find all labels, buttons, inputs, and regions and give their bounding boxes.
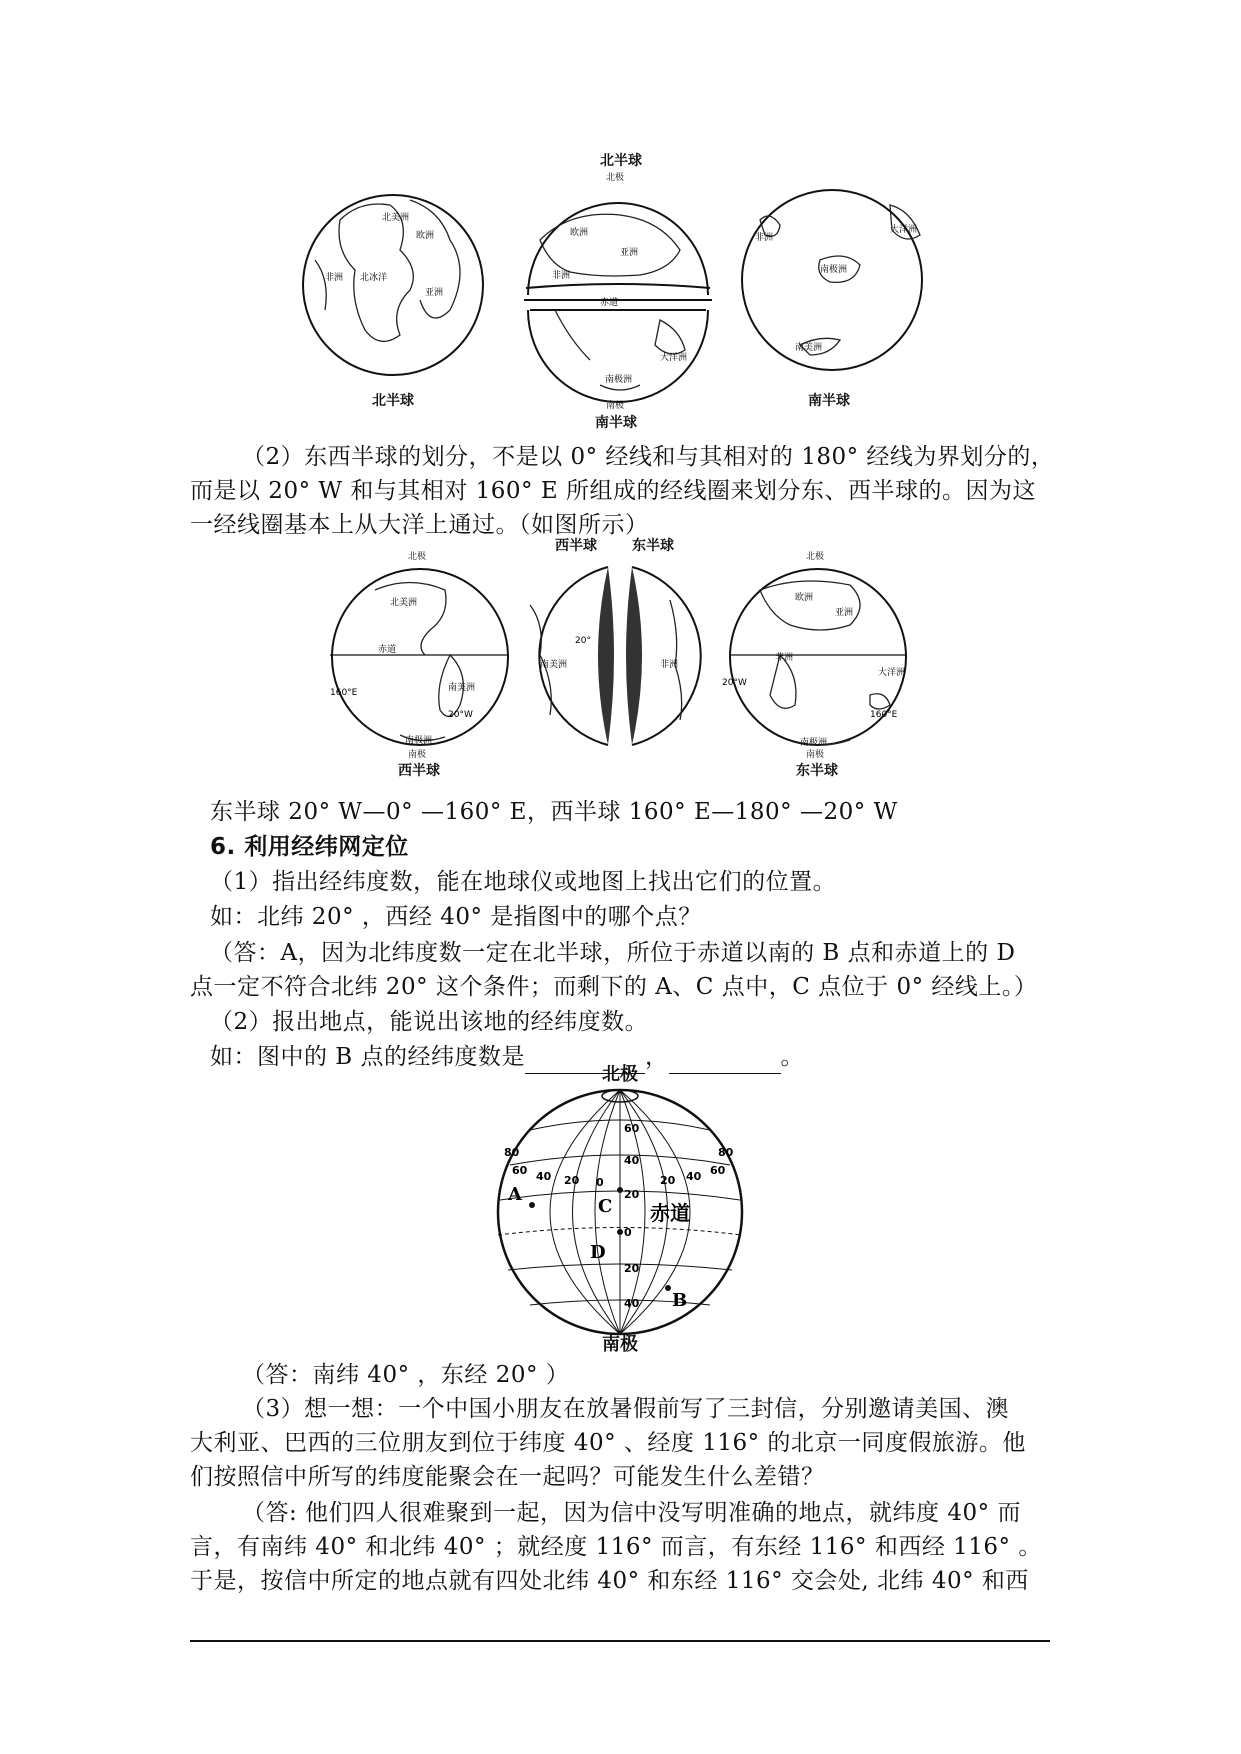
fig2-west-label: 西半球 <box>555 538 597 554</box>
fig2-left-20w: 20°W <box>448 710 473 720</box>
fig1-left-land-label-3: 非洲 <box>325 273 344 283</box>
fig2-left-land-label-0: 北美洲 <box>390 598 418 608</box>
fig2-south-pole-left: 南极 <box>408 750 427 760</box>
fig1-center-land-label-1: 亚洲 <box>620 248 639 258</box>
fig2-left-160e: 160°E <box>330 688 358 698</box>
point-d: D <box>590 1242 606 1263</box>
lon-label-left-40: 40 <box>536 1170 552 1183</box>
fig1-center-caption: 南半球 <box>595 415 637 431</box>
figure-hemispheres-east-west <box>330 538 920 785</box>
para-east-west-line-3: 一经线圈基本上从大洋上通过。（如图所示） <box>190 512 649 538</box>
question-2-answer: （答：南纬 40° ，东经 20° ） <box>242 1362 570 1388</box>
fig3-north-pole: 北极 <box>602 1064 638 1085</box>
lat-label-0: 0 <box>624 1226 632 1239</box>
lon-label-left-20: 20 <box>564 1174 580 1187</box>
question-3-answer-line-1: （答: 他们四人很难聚到一起，因为信中没写明准确的地点，就纬度 40° 而 <box>242 1500 1021 1526</box>
lat-label-20: 20 <box>624 1188 640 1201</box>
fig2-right-land-label-1: 亚洲 <box>835 608 854 618</box>
lon-label-right-80: 80 <box>718 1146 734 1159</box>
fig2-center-land-label-0: 南美洲 <box>540 660 568 670</box>
fig1-right-land-label-3: 南美洲 <box>795 343 823 353</box>
fig2-east-label: 东半球 <box>632 538 674 554</box>
fig2-left-land-label-1: 南美洲 <box>448 683 476 693</box>
hemisphere-range: 东半球 20° W—0° —160° E，西半球 160° E—180° —20° W <box>210 799 898 825</box>
fig2-east-caption: 东半球 <box>796 763 838 779</box>
fig2-south-pole-right: 南极 <box>806 750 825 760</box>
point-c: C <box>598 1196 613 1217</box>
point-a: A <box>508 1184 522 1205</box>
lat-label-60: 60 <box>624 1122 640 1135</box>
question-3-line-3: 们按照信中所写的纬度能聚会在一起吗？可能发生什么差错？ <box>190 1464 825 1490</box>
question-2-example-prefix: 如：图中的 B 点的经纬度数是 <box>210 1044 526 1070</box>
fig1-left-land-label-0: 北美洲 <box>382 213 410 223</box>
fig2-right-160e: 160°E <box>870 710 898 720</box>
lon-label-center-0: 0 <box>596 1176 604 1189</box>
fig1-right-caption: 南半球 <box>808 393 850 409</box>
lat-label-40: 40 <box>624 1154 640 1167</box>
question-1-answer-line-2: 点一定不符合北纬 20° 这个条件；而剩下的 A、C 点中，C 点位于 0° 经线上。） <box>190 974 1038 1000</box>
fig1-right-land-label-1: 南极洲 <box>820 265 848 275</box>
fig2-right-land-label-2: 非洲 <box>775 653 794 663</box>
question-2-comma: ， <box>645 1044 669 1070</box>
fig1-center-land-label-4: 大洋洲 <box>660 353 688 363</box>
lon-label-right-40: 40 <box>686 1170 702 1183</box>
fig2-west-caption: 西半球 <box>398 763 440 779</box>
question-3-answer-line-3: 于是，按信中所定的地点就有四处北纬 40° 和东经 116° 交会处, 北纬 40° 和西 <box>190 1568 1029 1594</box>
fig1-top-label: 北半球 <box>600 153 642 169</box>
question-2: （2）报出地点，能说出该地的经纬度数。 <box>210 1009 649 1035</box>
fig2-left-equator: 赤道 <box>378 645 397 655</box>
lon-label-right-60: 60 <box>710 1164 726 1177</box>
fig2-right-land-label-0: 欧洲 <box>795 593 814 603</box>
fig1-right-land-label-0: 非洲 <box>755 233 774 243</box>
fig1-north-pole: 北极 <box>606 173 625 183</box>
fig2-center-land-label-1: 非洲 <box>660 660 679 670</box>
point-b: B <box>672 1290 688 1311</box>
question-1-example: 如：北纬 20° ，西经 40° 是指图中的哪个点？ <box>210 904 702 930</box>
fig3-south-pole: 南极 <box>602 1334 638 1355</box>
fig2-right-20w: 20°W <box>722 678 747 688</box>
fig1-south-pole: 南极 <box>606 401 625 411</box>
equator-label: 赤道 <box>650 1201 690 1225</box>
question-1-answer-line-1: （答：A，因为北纬度数一定在北半球，所位于赤道以南的 B 点和赤道上的 D <box>210 940 1016 966</box>
lat-label-40s: 40 <box>624 1297 640 1310</box>
question-1: （1）指出经纬度数，能在地球仪或地图上找出它们的位置。 <box>210 869 837 895</box>
fig1-left-land-label-2: 亚洲 <box>425 288 444 298</box>
fig1-center-equator-label: 赤道 <box>600 298 619 308</box>
fig1-right-land-label-2: 大洋洲 <box>890 225 918 235</box>
lon-label-left-80: 80 <box>504 1146 520 1159</box>
lon-label-left-60: 60 <box>512 1164 528 1177</box>
graticule-svg <box>490 1060 750 1350</box>
lon-label-right-20: 20 <box>660 1174 676 1187</box>
fig2-north-pole-right: 北极 <box>806 552 825 562</box>
fig2-center-20: 20° <box>575 636 591 646</box>
question-3-line-2: 大利亚、巴西的三位朋友到位于纬度 40° 、经度 116° 的北京一同度假旅游。他 <box>190 1430 1026 1456</box>
fig1-left-land-label-1: 欧洲 <box>416 231 435 241</box>
fig1-left-land-label-4: 北冰洋 <box>360 273 388 283</box>
footer-rule <box>190 1640 1050 1642</box>
question-2-end: 。 <box>780 1044 805 1070</box>
question-3-line-1: （3）想一想：一个中国小朋友在放暑假前写了三封信，分别邀请美国、澳 <box>242 1396 1010 1422</box>
section-6-heading: 6. 利用经纬网定位 <box>210 834 409 860</box>
question-3-answer-line-2: 言，有南纬 40° 和北纬 40° ；就经度 116° 而言，有东经 116° 和西经 116° 。 <box>190 1534 1042 1560</box>
fig2-right-land-label-4: 南极洲 <box>800 738 828 748</box>
fig2-right-land-label-3: 大洋洲 <box>878 668 906 678</box>
fig1-center-land-label-5: 南极洲 <box>605 375 633 385</box>
fig2-left-land-label-2: 南极洲 <box>405 736 433 746</box>
figure-graticule-globe <box>490 1060 750 1355</box>
fig1-center-land-label-2: 非洲 <box>552 271 571 281</box>
lat-label-20s: 20 <box>624 1262 640 1275</box>
fig1-left-caption: 北半球 <box>372 393 414 409</box>
fig1-center-land-label-0: 欧洲 <box>570 228 589 238</box>
para-east-west-line-2: 而是以 20° W 和与其相对 160° E 所组成的经线圈来划分东、西半球的。因为这 <box>190 478 1036 504</box>
fig2-north-pole-left: 北极 <box>408 552 427 562</box>
figure-hemispheres-north-south <box>300 153 940 435</box>
para-east-west-line-1: （2）东西半球的划分，不是以 0° 经线和与其相对的 180° 经线为界划分的， <box>242 444 1055 470</box>
